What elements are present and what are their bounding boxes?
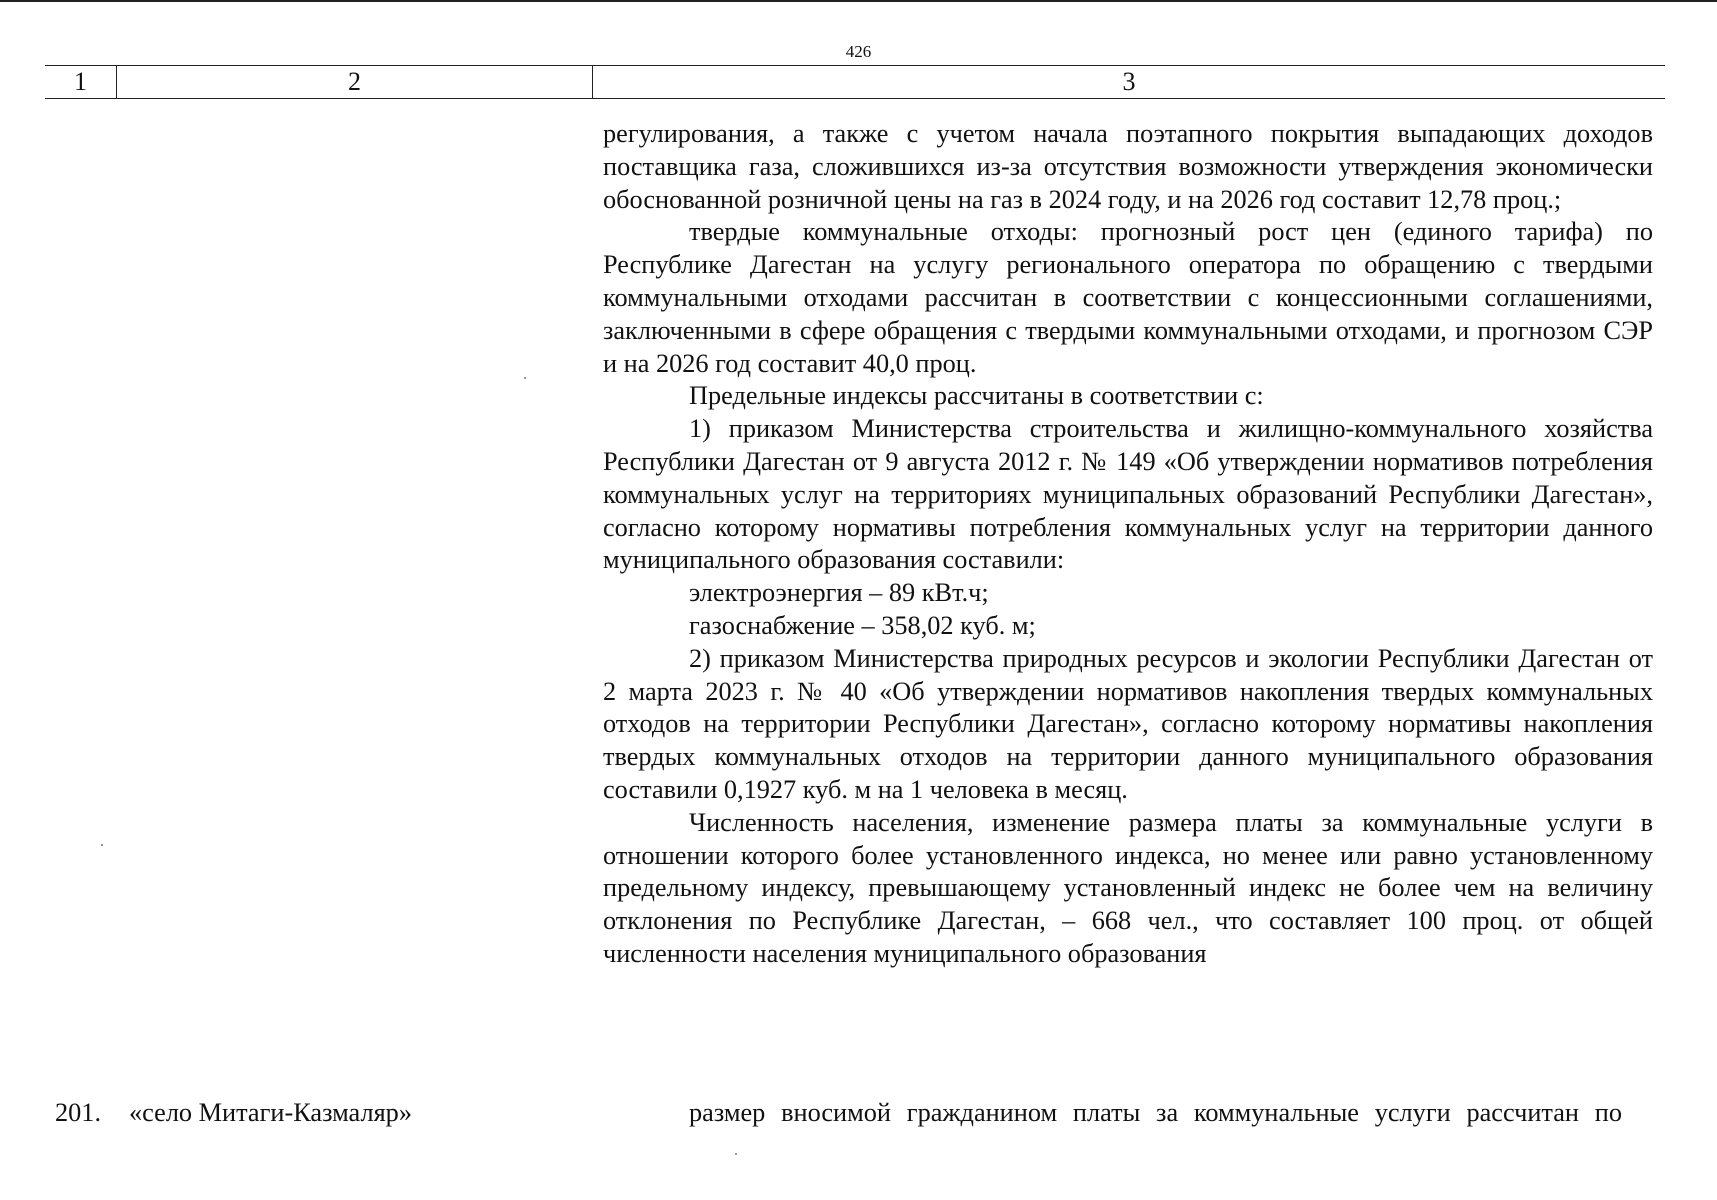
- paragraph: 1) приказом Министерства строительства и жилищно-коммунального хозяйства Республики Дагестан от 9 августа 2012 г. № 149 «Об утверждении нормативов потребления коммунальных услуг на территориях муниципальных образований Республики Дагестан», согласно которому нормативы потребления коммунальных услуг на территории данного муниципального образования составили:: [603, 414, 1653, 575]
- column-3-text: [603, 118, 1653, 971]
- paragraph: электроэнергия – 89 кВт.ч;: [689, 578, 989, 608]
- page-number: 426: [845, 42, 872, 61]
- table-header-row: [45, 65, 1665, 99]
- scan-speck: [524, 377, 526, 379]
- scan-speck: [101, 844, 103, 846]
- entry-municipality-name: «село Митаги-Казмаляр»: [129, 1098, 412, 1127]
- entry-number: 201.: [55, 1098, 102, 1127]
- paragraph: Численность населения, изменение размера платы за коммунальные услуги в отношении которого более установленного индекса, но менее или равно установленному предельному индексу, превышающему установленный индекс не более чем на величину отклонения по Республике Дагестан, – 668 чел., что составляет 100 проц. от общей численности населения муниципального образования: [603, 807, 1653, 968]
- paragraph: регулирования, а также с учетом начала поэтапного покрытия выпадающих доходов поставщика газа, сложившихся из-за отсутствия возможности утверждения экономически обоснованной розничной цены на газ в 2024 году, и на 2026 год составит 12,78 проц.;: [603, 119, 1653, 214]
- scan-speck: [735, 1153, 737, 1155]
- paragraph: газоснабжение – 358,02 куб. м;: [689, 610, 1036, 640]
- scan-top-edge: [0, 0, 1717, 2]
- paragraph: твердые коммунальные отходы: прогнозный рост цен (единого тарифа) по Республике Дагестан на услугу регионального оператора по обращению с твердыми коммунальными отходами рассчитан в соответствии с концессионными соглашениями, заключенными в сфере обращения с твердыми коммунальными отходами, и прогнозом СЭР и на 2026 год составит 40,0 проц.: [603, 217, 1653, 378]
- table-header-col-2: 2: [117, 66, 593, 98]
- paragraph: 2) приказом Министерства природных ресурсов и экологии Республики Дагестан от 2 марта 2023 г. № 40 «Об утверждении нормативов накопления твердых коммунальных отходов на территории Республики Дагестан», согласно которому нормативы накопления твердых коммунальных отходов на территории данного муниципального образования составили 0,1927 куб. м на 1 человека в месяц.: [603, 643, 1653, 804]
- table-header-col-1: 1: [45, 66, 117, 98]
- table-header-col-3: 3: [1122, 67, 1136, 96]
- entry-text-start: размер вносимой гражданином платы за коммунальные услуги рассчитан по: [689, 1098, 1622, 1127]
- paragraph: Предельные индексы рассчитаны в соответствии с:: [689, 381, 1264, 411]
